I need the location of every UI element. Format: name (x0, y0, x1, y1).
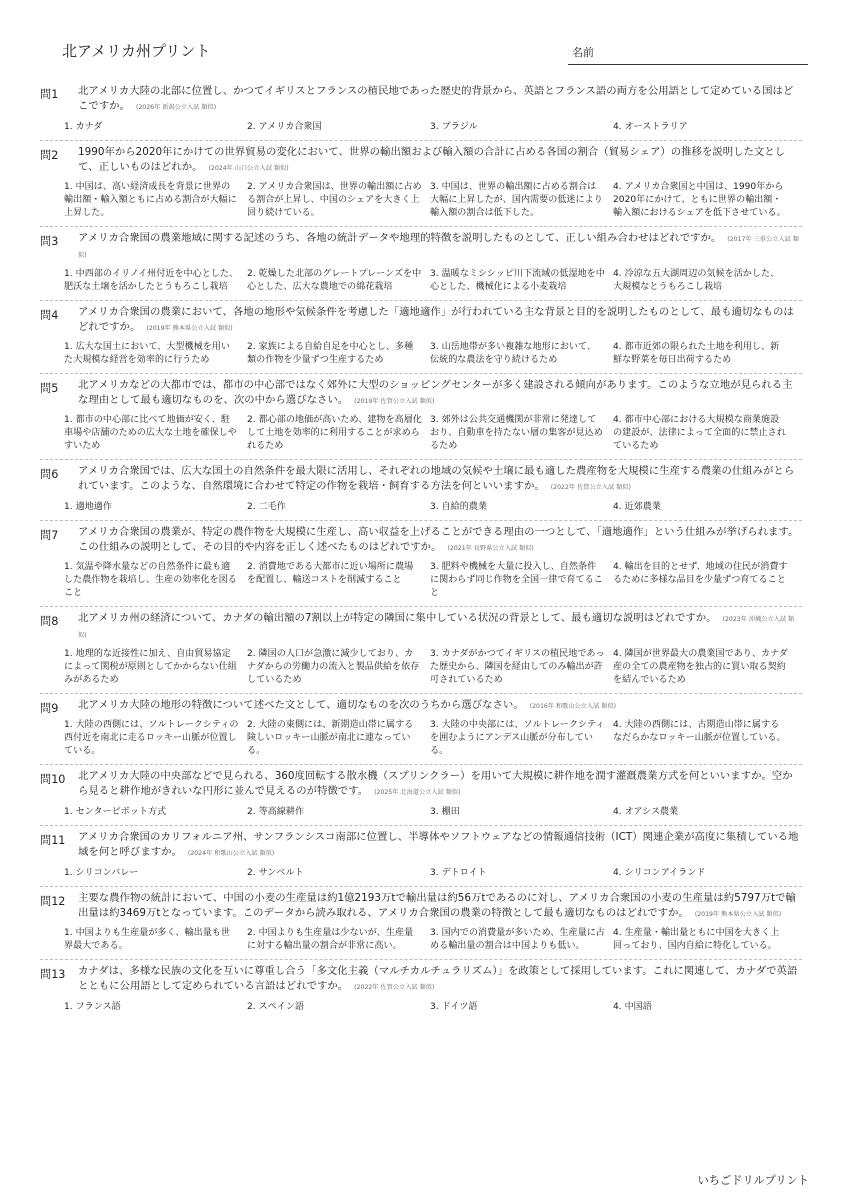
question-text: アメリカ合衆国の農業において、各地の地形や気候条件を考慮した「適地適作」が行われている主な背景と目的を説明したものとして、最も適切なものはどれですか。 (78, 306, 794, 333)
question-number: 問3 (40, 235, 59, 248)
answer-option[interactable]: 3. カナダがかつてイギリスの植民地であった歴史から、隣国を経由してのみ輸出が許可されているため (430, 649, 605, 685)
worksheet-title: 北アメリカ州プリント (62, 42, 211, 60)
question-text: カナダは、多様な民族の文化を互いに尊重し合う「多文化主義（マルチカルチュラリズム）」を政策として採用しています。これに関連して、カナダで英語とともに公用語として定められている言語はどれですか。 (78, 965, 798, 992)
question-number: 問4 (40, 309, 59, 322)
question-text-wrap (78, 891, 802, 922)
answer-options (64, 866, 802, 880)
answer-options (64, 927, 802, 953)
question-number: 問5 (40, 382, 59, 395)
question-number: 問11 (40, 834, 66, 847)
answer-options (64, 561, 802, 600)
question-source: (2023年 沖縄公立入試 類似) (78, 616, 795, 639)
answer-option[interactable]: 3. 棚田 (430, 807, 460, 817)
answer-options (64, 120, 802, 134)
answer-option[interactable]: 3. ブラジル (430, 122, 478, 132)
answer-option[interactable]: 2. 二毛作 (247, 502, 286, 512)
answer-option[interactable]: 2. 中国よりも生産量は少ないが、生産量に対する輸出量の割合が非常に高い。 (247, 928, 414, 951)
answer-option[interactable]: 4. 隣国が世界最大の農業国であり、カナダ産の全ての農産物を独占的に買い取る契約を結んでいるため (613, 649, 788, 685)
question-text: アメリカ合衆国では、広大な国土の自然条件を最大限に活用し、それぞれの地域の気候や土壌に最も適した農産物を大規模に生産する農業の仕組みがとられています。このような、自然環境に合わせて特定の作物を栽培・飼育する方法を何といいますか。 (78, 465, 795, 492)
answer-option[interactable]: 1. フランス語 (64, 1002, 121, 1012)
question-block (40, 227, 802, 301)
question-text-wrap (78, 830, 802, 861)
question-text: 北アメリカ大陸の中央部などで見られる、360度回転する散水機（スプリンクラー）を用いて大規模に耕作地を潤す灌漑農業方式を何といいますか。空から見ると耕作地がきれいな円形に並んで見えるのが特徴です。 (78, 770, 793, 797)
answer-option[interactable]: 4. 生産量・輸出量ともに中国を大きく上回っており、国内自給に特化している。 (613, 928, 780, 951)
question-text: アメリカ合衆国の農業地域に関する記述のうち、各地の統計データや地理的特徴を説明したものとして、正しい組み合わせはどれですか。 (78, 232, 722, 244)
answer-option[interactable]: 1. 大陸の西側には、ソルトレークシティの西付近を南北に走るロッキー山脈が位置している。 (64, 720, 239, 756)
question-text: 主要な農作物の統計において、中国の小麦の生産量は約1億2193万tで輸出量は約56万tであるのに対し、アメリカ合衆国の小麦の生産量は約5797万tで輸出量は約3469万tとなっています。このデータから読み取れる、アメリカ合衆国の農業の特徴として最も適切なものはどれですか。 (78, 892, 796, 919)
answer-options (64, 181, 802, 220)
question-text: 北アメリカ大陸の北部に位置し、かつてイギリスとフランスの植民地であった歴史的背景から、英語とフランス語の両方を公用語として定めている国はどこですか。 (78, 85, 794, 112)
answer-option[interactable]: 2. 大陸の東側には、新期造山帯に属する険しいロッキー山脈が南北に連なっている。 (247, 720, 414, 756)
question-text-wrap (78, 378, 802, 409)
question-text-wrap (78, 698, 802, 714)
answer-option[interactable]: 3. デトロイト (430, 868, 487, 878)
answer-option[interactable]: 1. 気温や降水量などの自然条件に最も適した農作物を栽培し、生産の効率化を図ること (64, 562, 237, 598)
question-list (40, 80, 802, 1020)
question-text-wrap (78, 525, 802, 556)
answer-options (64, 1000, 802, 1014)
question-block (40, 960, 802, 1020)
answer-option[interactable]: 4. 近郊農業 (613, 502, 661, 512)
answer-option[interactable]: 4. オアシス農業 (613, 807, 679, 817)
question-number: 問13 (40, 968, 66, 981)
answer-option[interactable]: 4. 大陸の西側には、古期造山帯に属するなだらかなロッキー山脈が位置している。 (613, 720, 786, 743)
answer-option[interactable]: 3. ドイツ語 (430, 1002, 478, 1012)
answer-option[interactable]: 1. 適地適作 (64, 502, 112, 512)
answer-option[interactable]: 3. 国内での消費量が多いため、生産量に占める輸出量の割合は中国よりも低い。 (430, 928, 605, 951)
question-source: (2019年 熊本県公立入試 類似) (694, 911, 782, 918)
name-field[interactable] (568, 44, 808, 65)
question-block (40, 521, 802, 607)
answer-option[interactable]: 2. 隣国の人口が急激に減少しており、カナダからの労働力の流入と製品供給を依存しているため (247, 649, 420, 685)
answer-option[interactable]: 3. 大陸の中央部には、ソルトレークシティを囲むようにアンデス山脈が分布している。 (430, 720, 605, 756)
answer-options (64, 414, 802, 453)
question-source: (2021年 長野県公立入試 類似) (447, 545, 534, 552)
answer-option[interactable]: 1. 都市の中心部に比べて地価が安く、駐車場や店舗のための広大な土地を確保しやすいため (64, 415, 237, 451)
question-number: 問7 (40, 529, 59, 542)
answer-option[interactable]: 3. 肥料や機械を大量に投入し、自然条件に関わらず同じ作物を全国一律で育てること (430, 562, 603, 598)
question-source: (2022年 佐賀公立入試 類似) (550, 484, 631, 491)
footer-brand: いちごドリルプリント (697, 1174, 809, 1187)
answer-option[interactable]: 4. 冷涼な五大湖周辺の気候を活かした、大規模なとうもろこし栽培 (613, 269, 780, 292)
question-text-wrap (78, 464, 802, 495)
question-source: (2016年 和歌山公立入試 類似) (529, 703, 617, 710)
answer-option[interactable]: 1. 中国は、高い経済成長を背景に世界の輸出額・輸入額ともに占める割合が大幅に上昇した。 (64, 182, 237, 218)
answer-option[interactable]: 4. 都市中心部における大規模な商業施設の建設が、法律によって全面的に禁止されているため (613, 415, 786, 451)
question-number: 問6 (40, 468, 59, 481)
question-source: (2017年 三重公立入試 類似) (78, 236, 799, 259)
answer-option[interactable]: 1. センターピボット方式 (64, 807, 167, 817)
question-source: (2024年 和歌山公立入試 類似) (187, 850, 275, 857)
answer-option[interactable]: 4. 都市近郊の限られた土地を利用し、新鮮な野菜を毎日出荷するため (613, 342, 780, 365)
answer-options (64, 268, 802, 294)
question-text-wrap (78, 769, 802, 800)
answer-option[interactable]: 1. 中国よりも生産量が多く、輸出量も世界最大である。 (64, 928, 230, 951)
answer-option[interactable]: 4. 中国語 (613, 1002, 652, 1012)
question-source: (2022年 佐賀公立入試 類似) (354, 984, 435, 991)
answer-option[interactable]: 2. アメリカ合衆国 (247, 122, 322, 132)
question-text: 北アメリカ州の経済について、カナダの輸出額の7割以上が特定の隣国に集中している状況の背景として、最も適切な説明はどれですか。 (78, 612, 717, 624)
question-text: 北アメリカなどの大都市では、都市の中心部ではなく郊外に大型のショッピングセンターが多く建設される傾向があります。このような立地が見られる主な理由として最も適切なものを、次の中から選びなさい。 (78, 379, 793, 406)
answer-option[interactable]: 1. 地理的な近接性に加え、自由貿易協定によって関税が原則としてかからない仕組みがあるため (64, 649, 237, 685)
question-number: 問9 (40, 702, 59, 715)
answer-option[interactable]: 4. アメリカ合衆国と中国は、1990年から2020年にかけて、ともに世界の輸出額・輸入額におけるシェアを低下させている。 (613, 182, 786, 218)
question-text-wrap (78, 964, 802, 995)
answer-options (64, 805, 802, 819)
answer-option[interactable]: 2. アメリカ合衆国は、世界の輸出額に占める割合が上昇し、中国のシェアを大きく上回り続けている。 (247, 182, 422, 218)
answer-options (64, 500, 802, 514)
answer-option[interactable]: 4. オーストラリア (613, 122, 688, 132)
question-text: アメリカ合衆国の農業が、特定の農作物を大規模に生産し、高い収益を上げることができる理由の一つとして、「適地適作」という仕組みが挙げられます。この仕組みの説明として、その目的や内容を正しく述べたものはどれですか。 (78, 526, 799, 553)
answer-option[interactable]: 1. 広大な国土において、大型機械を用いた大規模な経営を効率的に行うため (64, 342, 230, 365)
question-number: 問8 (40, 615, 59, 628)
answer-option[interactable]: 4. 輸出を目的とせず、地域の住民が消費するために多様な品目を少量ずつ育てること (613, 562, 788, 585)
answer-option[interactable]: 3. 自給的農業 (430, 502, 488, 512)
question-text-wrap (78, 611, 802, 643)
question-text-wrap (78, 145, 802, 176)
question-number: 問2 (40, 149, 59, 162)
answer-option[interactable]: 3. 温暖なミシシッピ川下流域の低湿地を中心とした、機械化による小麦栽培 (430, 269, 605, 292)
worksheet-header (0, 0, 849, 80)
answer-option[interactable]: 2. 家族による自給自足を中心とし、多種類の作物を少量ずつ生産するため (247, 342, 414, 365)
question-block (40, 765, 802, 826)
question-block (40, 301, 802, 374)
answer-option[interactable]: 1. カナダ (64, 122, 103, 132)
question-text: 北アメリカ大陸の地形の特徴について述べた文として、適切なものを次のうちから選びなさい。 (78, 699, 524, 711)
answer-options (64, 341, 802, 367)
question-block (40, 694, 802, 765)
question-block (40, 460, 802, 521)
question-text: アメリカ合衆国のカリフォルニア州、サンフランシスコ南部に位置し、半導体やソフトウェアなどの情報通信技術（ICT）関連企業が高度に集積している地域を何と呼びますか。 (78, 831, 799, 858)
answer-option[interactable]: 1. シリコンバレー (64, 868, 139, 878)
question-text: 1990年から2020年にかけての世界貿易の変化において、世界の輸出額および輸入額の合計に占める各国の割合（貿易シェア）の推移を説明した文として、正しいものはどれか。 (78, 146, 786, 173)
question-number: 問12 (40, 895, 66, 908)
answer-option[interactable]: 3. 中国は、世界の輸出額に占める割合は大幅に上昇したが、国内需要の低迷により輸入額の割合は低下した。 (430, 182, 603, 218)
question-source: (2026年 新潟公立入試 類似) (135, 104, 217, 111)
question-source: (2025年 北海道公立入試 類似) (374, 789, 461, 796)
question-number: 問10 (40, 773, 66, 786)
question-source: (2019年 熊本県公立入試 類似) (146, 325, 233, 332)
answer-option[interactable]: 2. 都心部の地価が高いため、建物を高層化して土地を効率的に利用することが求められるため (247, 415, 422, 451)
question-text-wrap (78, 231, 802, 263)
answer-option[interactable]: 2. 等高線耕作 (247, 807, 305, 817)
question-text-wrap (78, 84, 802, 115)
question-text-wrap (78, 305, 802, 336)
question-block (40, 887, 802, 960)
answer-option[interactable]: 1. 中西部のイリノイ州付近を中心とした、肥沃な土壌を活かしたとうもろこし栽培 (64, 269, 239, 292)
answer-options (64, 719, 802, 758)
answer-option[interactable]: 3. 山岳地帯が多い複雑な地形において、伝統的な農法を守り続けるため (430, 342, 596, 365)
answer-option[interactable]: 2. 乾燥した北部のグレートプレーンズを中心とした、広大な農地での綿花栽培 (247, 269, 422, 292)
answer-option[interactable]: 4. シリコンアイランド (613, 868, 706, 878)
question-block (40, 80, 802, 141)
answer-option[interactable]: 2. サンベルト (247, 868, 304, 878)
question-block (40, 374, 802, 460)
question-source: (2024年 山口公立入試 類似) (208, 165, 289, 172)
answer-option[interactable]: 2. 消費地である大都市に近い場所に農場を配置し、輸送コストを削減すること (247, 562, 414, 585)
question-block (40, 141, 802, 227)
name-label: 名前 (572, 46, 594, 59)
question-source: (2019年 佐賀公立入試 類似) (354, 398, 435, 405)
answer-option[interactable]: 3. 郊外は公共交通機関が非常に発達しており、自動車を持たない層の集客が見込めるため (430, 415, 603, 451)
question-block (40, 607, 802, 694)
answer-options (64, 648, 802, 687)
question-number: 問1 (40, 88, 59, 101)
answer-option[interactable]: 2. スペイン語 (247, 1002, 305, 1012)
question-block (40, 826, 802, 887)
